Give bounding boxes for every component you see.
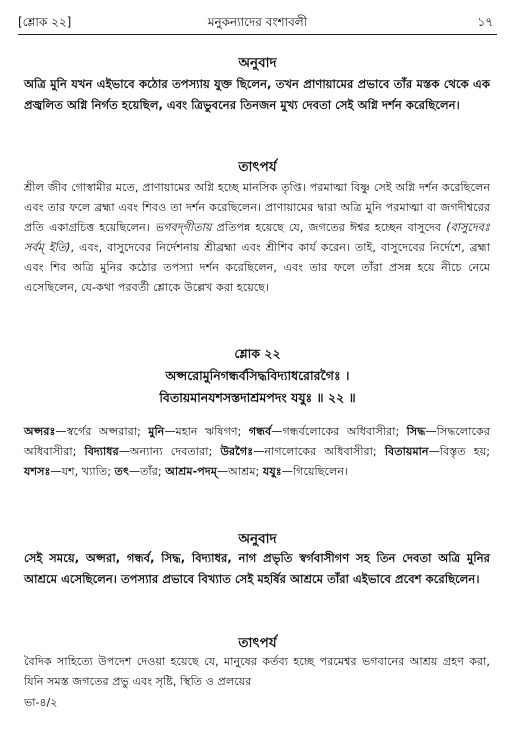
synonym-word: বিতায়মান: [384, 445, 429, 458]
translation-heading-2: অনুবাদ: [238, 531, 277, 547]
synonym-meaning: —বিস্তৃত হয়;: [428, 445, 491, 458]
header-verse-ref: [শ্লোক ২২]: [18, 15, 72, 29]
verse-line-1: অপ্সরোমুনিগন্ধর্বসিদ্ধবিদ্যাধরোরগৈঃ ।: [165, 368, 350, 383]
purport-heading-2: তাৎপর্য: [238, 635, 277, 651]
translation-text-2: সেই সময়ে, অপ্সরা, গন্ধর্ব, সিদ্ধ, বিদ্যাধর, নাগ প্রভৃতি স্বর্গবাসীগণ সহ তিন দেবতা অত্রি মুনির আশ্রমে এসেছিলেন। তপস্যার প্রভাবে বিখ্যাত সেই মহর্ষির আশ্রমে তাঁরা এইভাবে প্রবেশ করেছিলেন।: [24, 551, 490, 586]
footer-signature: ভা-৪/২: [24, 696, 58, 709]
translation-heading-1: অনুবাদ: [238, 55, 277, 71]
purport-text-2: বৈদিক সাহিত্যে উপদেশ দেওয়া হয়েছে যে, মানুষের কর্তব্য হচ্ছে পরমেশ্বর ভগবানের আশ্রয় গ্রহণ করা, যিনি সমস্ত জগতের প্রভু এবং সৃষ্টি, স্থিতি ও প্রলয়ের: [24, 655, 490, 688]
synonym-word: যশসঃ: [24, 465, 51, 478]
synonym-meaning: —আশ্রম;: [216, 465, 263, 478]
verse-label: শ্লোক ২২: [234, 346, 281, 361]
synonym-meaning: —তাঁর;: [128, 465, 166, 478]
synonyms: [24, 422, 490, 482]
synonym-meaning: —যশ, খ্যাতি;: [50, 465, 115, 478]
synonym-meaning: —মহান ঋষিগণ;: [164, 425, 249, 438]
synonym-word: মুনি: [148, 425, 165, 438]
synonym-word: অপ্সরঃ: [24, 425, 56, 438]
sanskrit-quote: (বাসুদেবঃ সর্বম্‌ ইতি): [24, 221, 490, 254]
gita-ref: ভগবদ্‌গীতায়: [154, 221, 212, 234]
synonym-word: যযুঃ: [262, 465, 282, 478]
synonym-word: সিদ্ধ: [406, 425, 426, 438]
synonym-meaning: —গিয়েছিলেন।: [281, 465, 349, 478]
header-chapter-title: মনুকন্যাদের বংশাবলী: [207, 15, 308, 29]
synonym-meaning: —গন্ধর্বলোকের অধিবাসীরা;: [271, 425, 407, 438]
verse-line-2: বিতায়মানযশসস্তদাশ্রমপদং যযুঃ ॥ ২২ ॥: [159, 390, 356, 405]
synonym-word: উরগৈঃ: [220, 445, 254, 458]
purport-text-1: শ্রীল জীব গোস্বামীর মতে, প্রাণায়ামের অগ্নি হচ্ছে মানসিক তৃপ্তি। পরমাত্মা বিষ্ণু সেই অগ্নি দর্শন করেছিলেন এবং তার ফলে ব্রহ্মা এবং শিবও তা দর্শন করেছিলেন। প্রাণায়ামের দ্বারা অত্রি মুনি পরমাত্মা বা জগদীশ্বরের প্রতি একাগ্রচিত্ত হয়েছিলেন। ভগবদ্‌গীতায় প্রতিপন্ন হয়েছে যে, জগতের ঈশ্বর হচ্ছেন বাসুদেব (বাসুদেবঃ সর্বম্‌ ইতি), এবং, বাসুদেবের নির্দেশনায় শ্রীব্রহ্মা এবং শ্রীশিব কার্য করেন। তাই, বাসুদেবের নির্দেশে, ব্রহ্মা এবং শিব অত্রি মুনির কঠোর তপস্যা দর্শন করেছিলেন, এবং তার ফলে তাঁরা প্রসন্ন হয়ে নীচে নেমে এসেছিলেন, যে-কথা পরবর্তী শ্লোকে উল্লেখ করা হয়েছে।: [24, 181, 491, 294]
header-page-number: ১৭: [477, 15, 493, 29]
translation-text-1: অত্রি মুনি যখন এইভাবে কঠোর তপস্যায় যুক্ত ছিলেন, তখন প্রাণায়ামের প্রভাবে তাঁর মস্তক থেকে এক প্রজ্বলিত অগ্নি নির্গত হয়েছিল, এবং ত্রিভুবনের তিনজন মুখ্য দেবতা সেই অগ্নি দর্শন করেছিলেন।: [24, 77, 490, 112]
synonym-word: বিদ্যাধর: [84, 445, 119, 458]
purport-heading-1: তাৎপর্য: [238, 159, 277, 175]
synonym-meaning: —অন্যান্য দেবতারা;: [118, 445, 221, 458]
synonym-meaning: —নাগলোকের অধিবাসীরা;: [253, 445, 385, 458]
synonym-meaning: —সিদ্ধলোকের অধিবাসীরা;: [24, 425, 490, 458]
synonym-word: আশ্রম-পদম্‌: [165, 465, 217, 478]
synonym-word: গন্ধর্ব: [248, 425, 272, 438]
header-rule: [18, 34, 497, 35]
synonym-word: তৎ: [114, 465, 129, 478]
synonym-meaning: —স্বর্গের অপ্সরারা;: [55, 425, 149, 438]
